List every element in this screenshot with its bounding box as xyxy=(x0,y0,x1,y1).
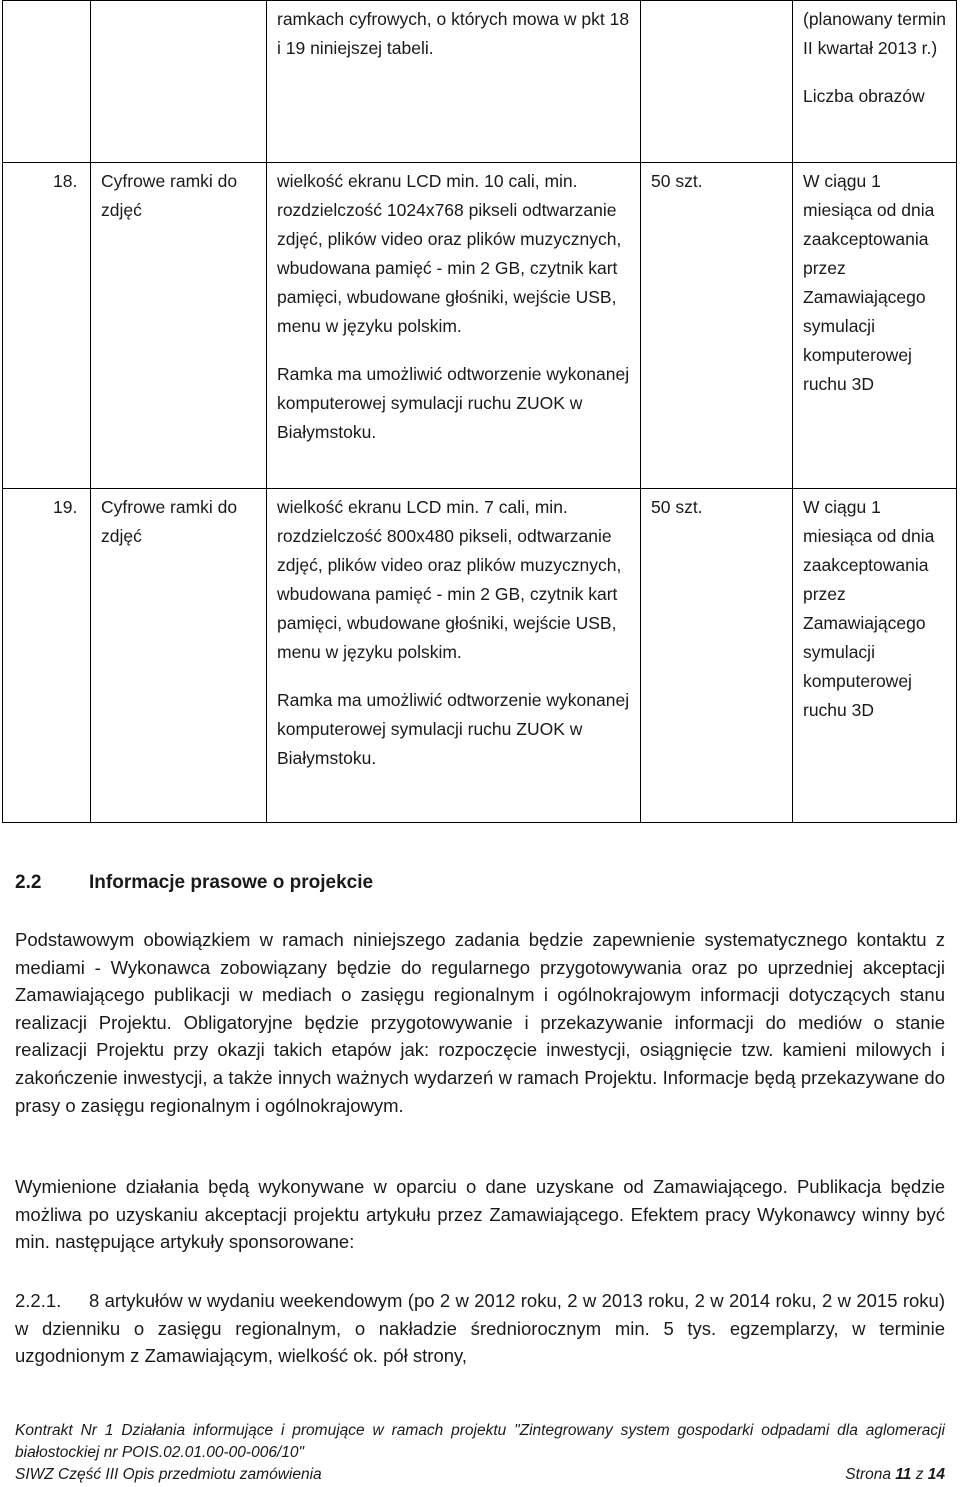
table-cell-num xyxy=(3,1,91,163)
table-row xyxy=(3,163,957,489)
table-cell-deadline xyxy=(793,1,957,163)
row-spec: wielkość ekranu LCD min. 7 cali, min. rozdzielczość 800x480 pikseli, odtwarzanie zdjęć, plików video oraz plików muzycznych, wbudowana pamięć - min 2 GB, czytnik kart pamięci, wbudowane głośniki, wejście USB, menu w języku polskim. xyxy=(277,497,622,662)
section-title: Informacje prasowe o projekcie xyxy=(89,872,374,893)
page-number xyxy=(845,1464,945,1486)
section-number: 2.2 xyxy=(15,872,42,893)
page-prefix: Strona xyxy=(845,1466,891,1483)
top-row-count-label: Liczba obrazów xyxy=(803,86,925,106)
specification-table xyxy=(2,0,957,823)
paragraph-media-contact: Podstawowym obowiązkiem w ramach niniejszego zadania będzie zapewnienie systematycznego kontaktu z mediami - Wykonawca zobowiązany będzie do regularnego przygotowywania oraz po uprzedniej akceptacji Zamawiającego publikacji w mediach o zasięgu regionalnym i ogólnokrajowym informacji dotyczących stanu realizacji Projektu. Obligatoryjne będzie przygotowywanie i przekazywanie informacji do mediów o stanie realizacji Projektu przy okazji takich etapów jak: rozpoczęcie inwestycji, osiągnięcie tzw. kamieni milowych i zakończenie inwestycji, a także innych ważnych wydarzeń w ramach Projektu. Informacje będą przekazywane do prasy o zasięgu regionalnym i ogólnokrajowym. xyxy=(15,929,945,1116)
table-row xyxy=(3,1,957,163)
row-note: Ramka ma umożliwić odtworzenie wykonanej komputerowej symulacji ruchu ZUOK w Białymstoku. xyxy=(277,364,630,442)
row-note: Ramka ma umożliwić odtworzenie wykonanej komputerowej symulacji ruchu ZUOK w Białymstoku. xyxy=(277,690,630,768)
row-qty: 50 szt. xyxy=(641,163,793,489)
top-row-deadline: (planowany termin II kwartał 2013 r.) xyxy=(803,9,946,58)
paragraph-activities: Wymienione działania będą wykonywane w oparciu o dane uzyskane od Zamawiającego. Publikacja będzie możliwa po uzyskaniu akceptacji projektu artykułu przez Zamawiającego. Efektem pracy Wykonawcy winny być min. następujące artykuły sponsorowane: xyxy=(15,1176,945,1253)
row-name: Cyfrowe ramki do zdjęć xyxy=(91,489,267,823)
footer-document-title: SIWZ Część III Opis przedmiotu zamówienia xyxy=(15,1466,322,1483)
paragraph-articles xyxy=(15,1287,945,1370)
row-name: Cyfrowe ramki do zdjęć xyxy=(91,163,267,489)
row-number: 18. xyxy=(3,163,91,489)
table-cell-spec xyxy=(267,489,641,823)
table-row xyxy=(3,489,957,823)
table-cell-spec xyxy=(267,163,641,489)
page-current: 11 xyxy=(895,1466,912,1483)
row-deadline: W ciągu 1 miesiąca od dnia zaakceptowania przez Zamawiającego symulacji komputerowej ruchu 3D xyxy=(793,489,957,823)
section-heading xyxy=(15,872,373,894)
page-total: 14 xyxy=(927,1466,945,1483)
row-qty: 50 szt. xyxy=(641,489,793,823)
page-separator: z xyxy=(915,1466,924,1483)
footer-contract: Kontrakt Nr 1 Działania informujące i promujące w ramach projektu "Zintegrowany system gospodarki odpadami dla aglomeracji białostockiej nr POIS.02.01.00-00-006/10" xyxy=(15,1422,945,1461)
table-cell-qty xyxy=(641,1,793,163)
row-spec: wielkość ekranu LCD min. 10 cali, min. rozdzielczość 1024x768 pikseli odtwarzanie zdjęć, plików video oraz plików muzycznych, wbudowana pamięć - min 2 GB, czytnik kart pamięci, wbudowane głośniki, wejście USB, menu w języku polskim. xyxy=(277,171,622,336)
top-row-description: ramkach cyfrowych, o których mowa w pkt 18 i 19 niniejszej tabeli. xyxy=(277,9,630,58)
footer-bar xyxy=(15,1464,945,1486)
row-deadline: W ciągu 1 miesiąca od dnia zaakceptowania przez Zamawiającego symulacji komputerowej ruchu 3D xyxy=(793,163,957,489)
list-item-number: 2.2.1. xyxy=(15,1290,62,1311)
row-number: 19. xyxy=(3,489,91,823)
list-item-text: 8 artykułów w wydaniu weekendowym (po 2 w 2012 roku, 2 w 2013 roku, 2 w 2014 roku, 2 w 2015 roku) w dzienniku o zasięgu regionalnym, o nakładzie średniorocznym min. 5 tys. egzemplarzy, w terminie uzgodnionym z Zamawiającym, wielkość ok. pół strony, xyxy=(15,1290,945,1367)
table-cell-spec xyxy=(267,1,641,163)
table-cell-name xyxy=(91,1,267,163)
